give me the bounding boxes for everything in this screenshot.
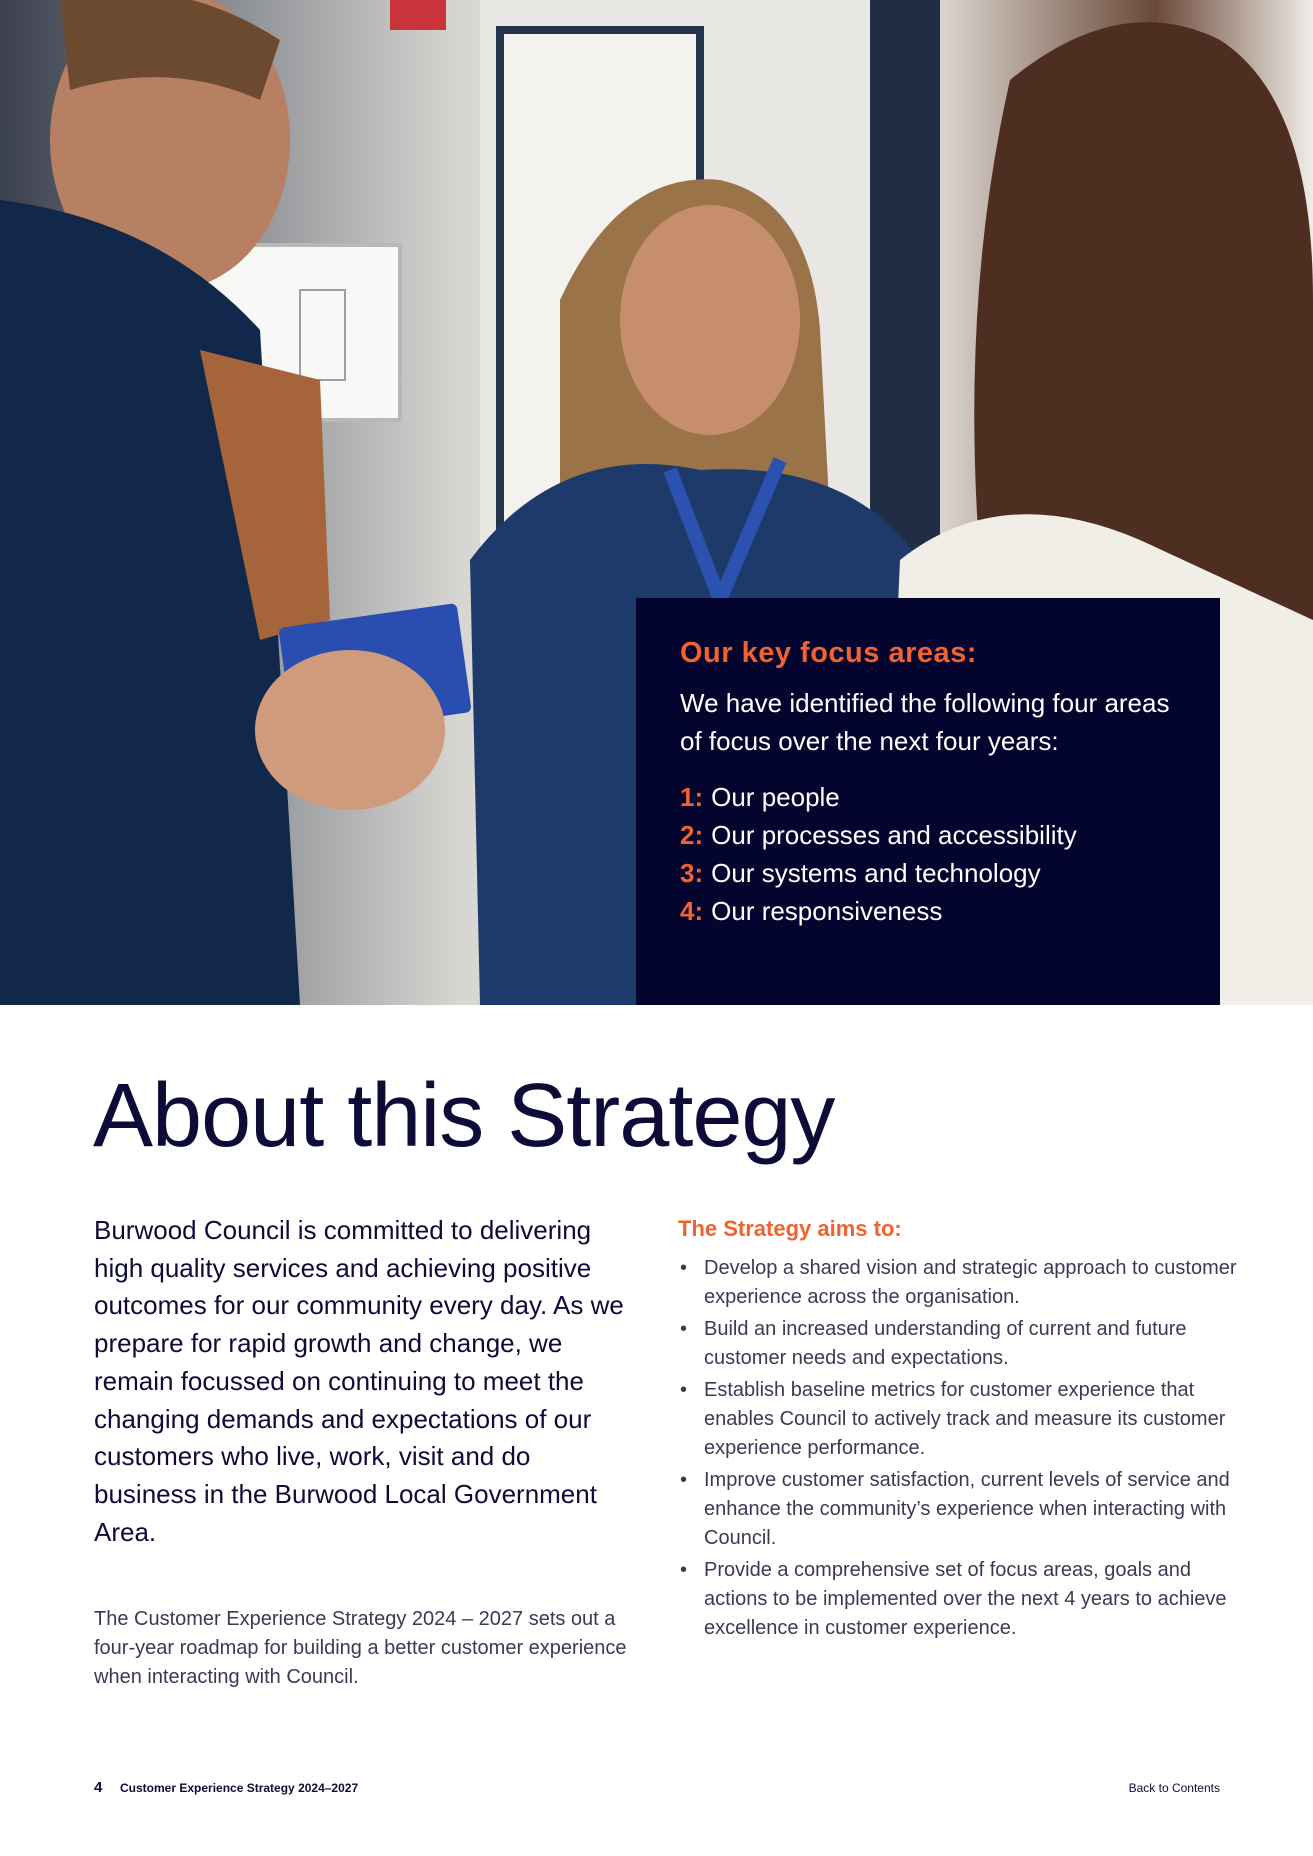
aims-item-text: Improve customer satisfaction, current levels of service and enhance the community’s experience when interacting with Council. (704, 1469, 1230, 1549)
page-title: About this Strategy (93, 1066, 835, 1166)
bullet-icon: • (680, 1257, 688, 1279)
focus-item-label: Our people (711, 782, 840, 812)
aims-item (678, 1315, 1238, 1373)
aims-item-text: Establish baseline metrics for customer experience that enables Council to actively track and measure its customer experience performance. (704, 1379, 1226, 1459)
bullet-icon: • (680, 1559, 688, 1581)
footer-doc-title: Customer Experience Strategy 2024–2027 (120, 1781, 359, 1795)
aims-item (678, 1254, 1238, 1312)
focus-item-number: 4: (680, 896, 704, 926)
key-focus-areas-panel (636, 598, 1220, 1005)
aims-item-text: Develop a shared vision and strategic approach to customer experience across the organisation. (704, 1257, 1237, 1308)
focus-item (680, 778, 1176, 816)
focus-item-label: Our responsiveness (711, 896, 943, 926)
focus-item (680, 892, 1176, 930)
focus-item-number: 1: (680, 782, 704, 812)
summary-paragraph: The Customer Experience Strategy 2024 – 2027 sets out a four-year roadmap for building a better customer experience when interacting with Council. (94, 1608, 627, 1688)
focus-item-number: 2: (680, 820, 704, 850)
lead-paragraph: Burwood Council is committed to delivering high quality services and achieving positive outcomes for our community every day. As we prepare for rapid growth and change, we remain focussed on continuing to meet the changing demands and expectations of our customers who live, work, visit and do business in the Burwood Local Government Area. (94, 1215, 624, 1547)
aims-item (678, 1466, 1238, 1553)
focus-item-label: Our processes and accessibility (711, 820, 1077, 850)
focus-title: Our key focus areas: (680, 637, 977, 669)
focus-intro: We have identified the following four areas of focus over the next four years: (680, 688, 1170, 756)
bullet-icon: • (680, 1379, 688, 1401)
aims-item (678, 1376, 1238, 1463)
bullet-icon: • (680, 1318, 688, 1340)
aims-item-text: Build an increased understanding of current and future customer needs and expectations. (704, 1318, 1187, 1369)
focus-item-label: Our systems and technology (711, 858, 1041, 888)
aims-list (678, 1254, 1238, 1646)
aims-item-text: Provide a comprehensive set of focus areas, goals and actions to be implemented over the next 4 years to achieve excellence in customer experience. (704, 1559, 1227, 1639)
bullet-icon: • (680, 1469, 688, 1491)
focus-item-number: 3: (680, 858, 704, 888)
focus-list (680, 778, 1176, 930)
aims-title: The Strategy aims to: (678, 1216, 902, 1241)
page-number: 4 (94, 1779, 103, 1796)
focus-item (680, 854, 1176, 892)
back-to-contents-link[interactable]: Back to Contents (1128, 1781, 1220, 1795)
aims-item (678, 1556, 1238, 1643)
focus-item (680, 816, 1176, 854)
